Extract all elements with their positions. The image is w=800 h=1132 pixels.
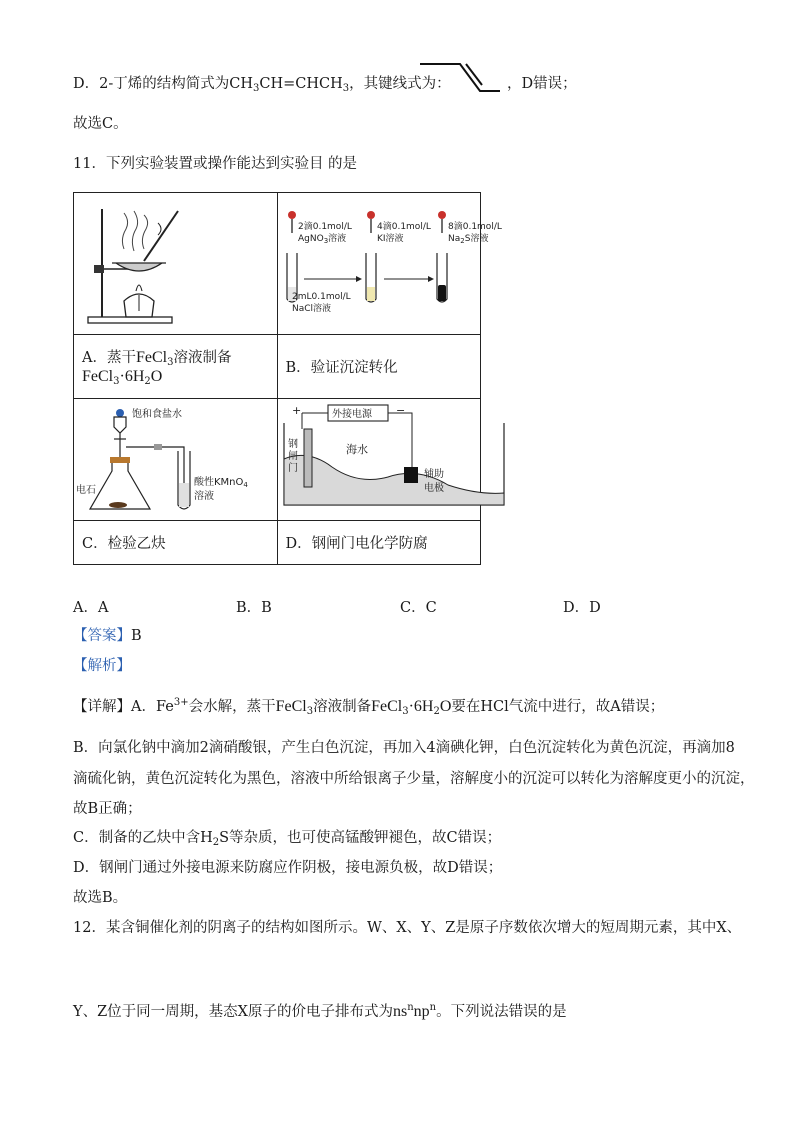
plus-sign: +: [291, 403, 301, 417]
q11-option-table: [73, 192, 502, 565]
detail-a-line: 【详解】A．$Fe^{3+}$会水解，蒸干FeCl$_3$溶液制备$FeCl_3\cdot 6H_2O$要在HCl气流中进行，故A错误；: [73, 697, 665, 717]
figure-c-cell: [74, 399, 278, 521]
butene-skeletal-formula: [418, 58, 502, 96]
aux-label-1: 辅助: [423, 468, 444, 480]
q11-title: 11．下列实验装置或操作能达到实验目 的是: [73, 156, 358, 172]
figure-a-cell: [74, 193, 278, 335]
answer-value: B: [131, 628, 142, 644]
funnel-label: 饱和食盐水: [132, 408, 182, 420]
steel-gate-protection-figure: [278, 401, 518, 519]
kmno4-label: 酸性KMnO$_4$: [194, 476, 248, 489]
option-a: A．A: [73, 600, 109, 616]
analysis-label: 【解析】: [73, 658, 131, 674]
detail-b-line-2: 滴硫化钠，黄色沉淀转化为黑色，溶液中所给银离子少量，溶解度小的沉淀可以转化为溶解度更小的沉淀，: [73, 771, 755, 787]
drop1-label-b: AgNO$_3$溶液: [297, 233, 346, 245]
answer-label: 【答案】: [73, 628, 131, 644]
evaporation-apparatus-figure: [74, 199, 244, 329]
drop2-label-a: 4滴0.1mol/L: [376, 221, 431, 232]
option-b: B．B: [236, 600, 272, 616]
detail-b-line-3: 故B正确；: [73, 801, 142, 817]
caption-b: B．验证沉淀转化: [277, 335, 481, 399]
drop3-label-a: 8滴0.1mol/L: [447, 221, 502, 232]
detail-c-line: C．制备的乙炔中含$H_2S$等杂质，也可使高锰酸钾褪色，故C错误；: [73, 830, 502, 848]
caption-d: D．钢闸门电化学防腐: [277, 521, 481, 565]
answer-line: [73, 626, 142, 646]
prev-choose-line: 故选C。: [73, 116, 128, 132]
detail-d-line: D．钢闸门通过外接电源来防腐应作阴极，接电源负极，故D错误；: [73, 860, 503, 876]
power-source-label: 外接电源: [331, 408, 372, 420]
precipitation-conversion-figure: [278, 199, 518, 329]
base-label-a: 2mL0.1mol/L: [291, 291, 351, 302]
base-label-b: NaCl溶液: [291, 303, 331, 314]
drop1-label-a: 2滴0.1mol/L: [297, 221, 352, 232]
seawater-label: 海水: [345, 442, 368, 456]
prev-option-d-line: D．2-丁烯的结构简式为$CH_3CH=CHCH_3$，其键线式为：: [73, 76, 451, 94]
stone-label: 电石: [76, 484, 96, 496]
q12-line-2: Y、Z位于同一周期，基态X原子的价电子排布式为$ns^nnp^n$。下列说法错误的是: [73, 1002, 567, 1020]
prev-option-d-suffix: ，D错误；: [507, 76, 577, 92]
q12-line-1: 12．某含铜催化剂的阴离子的结构如图所示。W、X、Y、Z是原子序数依次增大的短周期元素，其中X、: [73, 920, 742, 936]
caption-c: C．检验乙炔: [74, 521, 278, 565]
drop3-label-b: $Na_2S$溶液: [447, 233, 488, 245]
detail-choose-line: 故选B。: [73, 890, 128, 906]
option-d: D．D: [563, 600, 601, 616]
detail-b-line-1: B．向氯化钠中滴加2滴硝酸银，产生白色沉淀，再加入4滴碘化钾，白色沉淀转化为黄色沉淀，再滴加8: [73, 740, 735, 756]
option-c: C．C: [400, 600, 437, 616]
figure-d-cell: [277, 399, 481, 521]
figure-b-cell: [277, 193, 502, 335]
caption-a: A．蒸干FeCl$_3$溶液制备 $FeCl_3\cdot 6H_2O$: [74, 335, 278, 399]
gate-label-2: 闸: [287, 450, 298, 462]
minus-sign: −: [395, 403, 405, 417]
gate-label-3: 门: [287, 462, 298, 474]
gate-label-1: 钢: [287, 438, 298, 450]
drop2-label-b: KI溶液: [376, 233, 404, 244]
kmno4-label-b: 溶液: [194, 490, 214, 502]
acetylene-apparatus-figure: [74, 401, 248, 519]
aux-label-2: 电极: [423, 482, 444, 494]
